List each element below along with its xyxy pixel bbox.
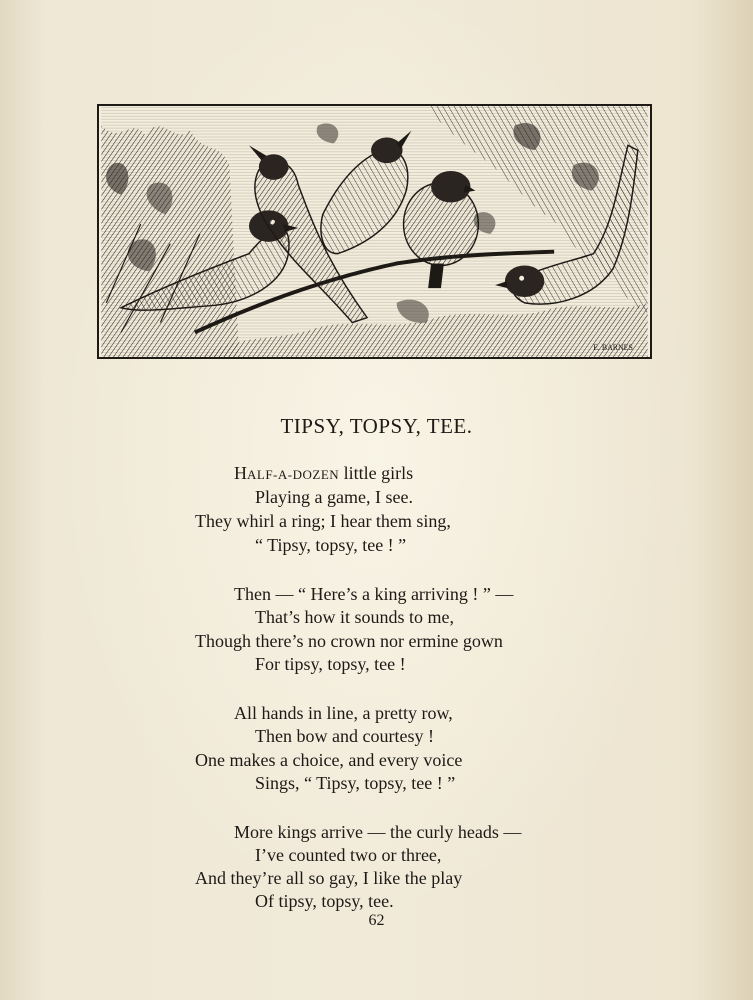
- page-number: 62: [368, 912, 385, 929]
- poem-line-6: That’s how it sounds to me,: [255, 607, 454, 627]
- birds-engraving-art: [99, 106, 650, 357]
- poem-line-16: Of tipsy, topsy, tee.: [255, 891, 394, 911]
- poem-line-5: Then — “ Here’s a king arriving ! ” —: [234, 584, 514, 604]
- birds-engraving: [97, 104, 652, 359]
- poem-line-3: They whirl a ring; I hear them sing,: [195, 511, 451, 531]
- poem-line-4: “ Tipsy, topsy, tee ! ”: [255, 535, 407, 555]
- poem-line-15: And they’re all so gay, I like the play: [195, 868, 463, 888]
- poem-line-2: Playing a game, I see.: [255, 487, 413, 507]
- poem-line-1: [234, 462, 413, 486]
- poem-line-11: One makes a choice, and every voice: [195, 750, 463, 770]
- poem-line-8: For tipsy, topsy, tee !: [255, 654, 406, 674]
- poem-line-10: Then bow and courtesy !: [255, 726, 434, 746]
- poem-line-13: More kings arrive — the curly heads —: [234, 822, 522, 842]
- poem-line-14: I’ve counted two or three,: [255, 845, 442, 865]
- poem-line-9: All hands in line, a pretty row,: [234, 703, 453, 723]
- poem-line-12: Sings, “ Tipsy, topsy, tee ! ”: [255, 773, 456, 793]
- first-line-rest: little girls: [339, 463, 414, 483]
- poem-line-7: Though there’s no crown nor ermine gown: [195, 631, 503, 651]
- poem-title: TIPSY, TOPSY, TEE.: [280, 414, 473, 438]
- engraver-signature: E. BARNES: [593, 343, 633, 353]
- first-word-smallcaps: ALF-A-DOZEN: [247, 467, 340, 482]
- first-letter: H: [234, 463, 247, 483]
